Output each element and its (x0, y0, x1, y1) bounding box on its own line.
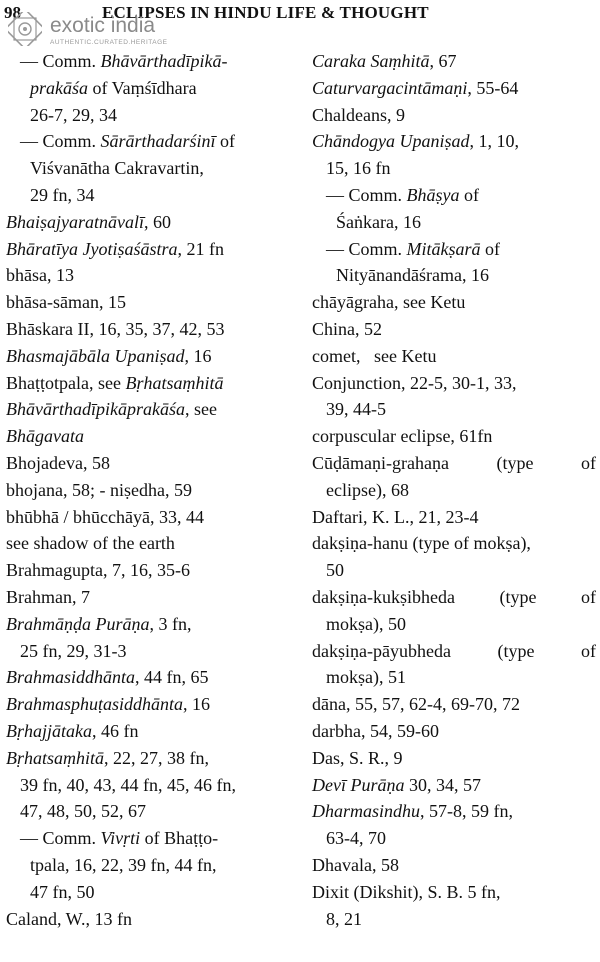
running-title: ECLIPSES IN HINDU LIFE & THOUGHT (102, 3, 429, 22)
index-entry: Bhojadeva, 58 (6, 452, 110, 473)
index-entry: Chāndogya Upaniṣad, 1, 10, (312, 131, 519, 152)
index-line: Bhāgavata (6, 426, 84, 447)
index-line: Nityānandāśrama, 16 (336, 265, 489, 286)
watermark-name: exotic india (50, 14, 156, 37)
index-line: 8, 21 (326, 908, 362, 929)
index-line: 39, 44-5 (326, 399, 386, 420)
index-entry: Bhāratīya Jyotiṣaśāstra, 21 fn (6, 238, 224, 259)
index-entry: bhojana, 58; - niṣedha, 59 (6, 479, 192, 500)
index-entry: Conjunction, 22-5, 30-1, 33, (312, 372, 517, 393)
index-column-left (6, 48, 298, 932)
page-number: 98 (4, 3, 21, 22)
index-entry: Brahman, 7 (6, 586, 90, 607)
index-entry: Chaldeans, 9 (312, 104, 405, 125)
index-entry: Bhāskara II, 16, 35, 37, 42, 53 (6, 318, 225, 339)
index-entry: Bhāvārthadīpikāprakāśa, see (6, 399, 217, 420)
index-entry: Caland, W., 13 fn (6, 908, 132, 929)
index-entry: Cūḍāmaṇi-grahaṇa (type of (312, 452, 596, 473)
index-line: Viśvanātha Cakravartin, (30, 158, 204, 179)
index-entry: chāyāgraha, see Ketu (312, 292, 466, 313)
index-line: Śaṅkara, 16 (336, 211, 421, 232)
index-entry: Caturvargacintāmaṇi, 55-64 (312, 77, 519, 98)
index-line: mokṣa), 51 (326, 667, 406, 688)
index-entry: dakṣiṇa-kukṣibheda (type of (312, 586, 596, 607)
index-line: prakāśa of Vaṃśīdhara (30, 77, 197, 98)
index-line: 63-4, 70 (326, 828, 386, 849)
watermark-logo-icon (8, 12, 42, 46)
index-line: 15, 16 fn (326, 158, 391, 179)
index-entry: comet, see Ketu (312, 345, 437, 366)
index-entry: China, 52 (312, 318, 382, 339)
index-entry: Dixit (Dikshit), S. B. 5 fn, (312, 881, 501, 902)
index-entry: Bhaṭṭotpala, see Bṛhatsaṃhitā (6, 372, 224, 393)
index-line: — Comm. Bhāvārthadīpikā- (20, 51, 228, 71)
index-line: mokṣa), 50 (326, 613, 406, 634)
index-column-right (312, 48, 596, 932)
index-line: tpala, 16, 22, 39 fn, 44 fn, (30, 854, 217, 875)
watermark (8, 12, 208, 48)
index-entry: Caraka Saṃhitā, 67 (312, 51, 457, 71)
index-entry: corpuscular eclipse, 61fn (312, 426, 493, 447)
index-entry: Bhasmajābāla Upaniṣad, 16 (6, 345, 212, 366)
index-line: 47, 48, 50, 52, 67 (20, 801, 146, 822)
index-entry: dāna, 55, 57, 62-4, 69-70, 72 (312, 694, 520, 715)
index-entry: Dharmasindhu, 57-8, 59 fn, (312, 801, 514, 822)
index-line: — Comm. Mitākṣarā of (326, 238, 501, 259)
index-line: — Comm. Sārārthadarśinī of (20, 131, 236, 152)
index-entry: Bhaiṣajyaratnāvalī, 60 (6, 211, 171, 232)
index-entry: Devī Purāṇa 30, 34, 57 (312, 774, 481, 795)
index-line: see shadow of the earth (6, 533, 175, 554)
index-entry: Brahmāṇḍa Purāṇa, 3 fn, (6, 613, 192, 634)
index-entry: bhāsa, 13 (6, 265, 74, 286)
index-entry: Bṛhatsaṃhitā, 22, 27, 38 fn, (6, 747, 210, 768)
index-line: — Comm. Bhāṣya of (326, 184, 480, 205)
index-entry: darbha, 54, 59-60 (312, 720, 439, 741)
watermark-tagline: AUTHENTIC.CURATED.HERITAGE (50, 39, 168, 46)
index-entry: Bṛhajjātaka, 46 fn (6, 720, 139, 741)
index-entry: Brahmasiddhānta, 44 fn, 65 (6, 667, 209, 688)
index-line: eclipse), 68 (326, 479, 409, 500)
index-line: — Comm. Vivṛti of Bhaṭṭo- (20, 828, 219, 849)
index-entry: Brahmagupta, 7, 16, 35-6 (6, 560, 190, 581)
index-entry: Brahmasphuṭasiddhānta, 16 (6, 694, 211, 715)
index-line: 29 fn, 34 (30, 184, 95, 205)
index-entry: bhūbhā / bhūcchāyā, 33, 44 (6, 506, 204, 527)
index-entry: dakṣiṇa-hanu (type of mokṣa), (312, 533, 531, 554)
index-line: 26-7, 29, 34 (30, 104, 117, 125)
index-entry: Dhavala, 58 (312, 854, 399, 875)
index-entry: dakṣiṇa-pāyubheda (type of (312, 640, 596, 661)
index-entry: bhāsa-sāman, 15 (6, 292, 126, 313)
index-line: 39 fn, 40, 43, 44 fn, 45, 46 fn, (20, 774, 236, 795)
index-line: 47 fn, 50 (30, 881, 95, 902)
index-line: 50 (326, 560, 344, 581)
index-entry: Das, S. R., 9 (312, 747, 403, 768)
index-line: 25 fn, 29, 31-3 (20, 640, 127, 661)
index-entry: Daftari, K. L., 21, 23-4 (312, 506, 479, 527)
